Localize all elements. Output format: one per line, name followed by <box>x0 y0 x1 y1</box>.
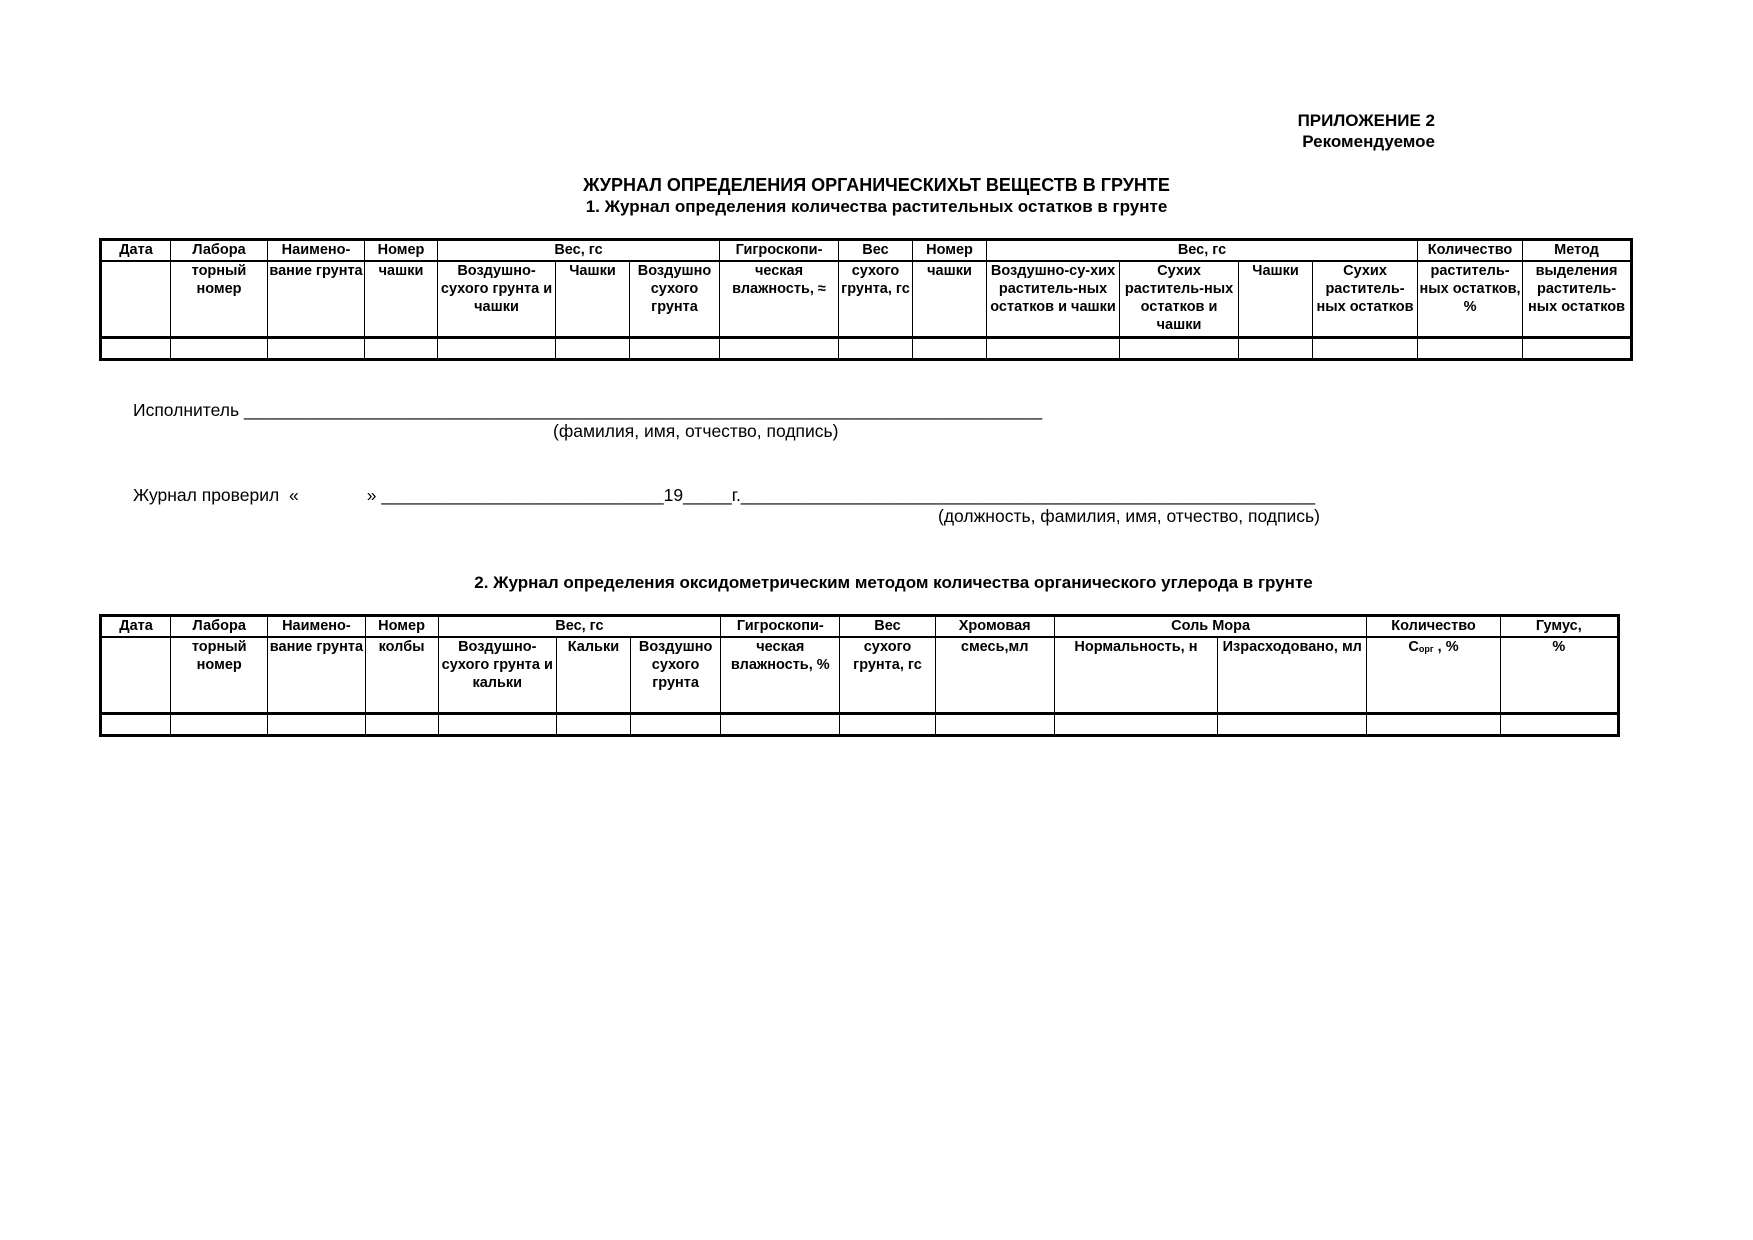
carbon-suffix: , % <box>1433 639 1459 655</box>
t1-cell[interactable] <box>1313 338 1418 360</box>
year-suffix: г. <box>731 485 741 505</box>
appendix-status: Рекомендуемое <box>1302 132 1435 151</box>
t1-h1-lab: Лабора <box>171 240 268 262</box>
t2-h1-number: Номер <box>365 616 438 638</box>
table1-title: 1. Журнал определения количества растительных остатков в грунте <box>585 197 1168 216</box>
t1-h1-name: Наимено- <box>268 240 365 262</box>
t1-cell[interactable] <box>1120 338 1239 360</box>
t2-h2-c2: вание грунта <box>268 637 365 714</box>
t1-h2-c9: чашки <box>913 261 987 338</box>
t2-h2-c6: Воздушно сухого грунта <box>631 637 721 714</box>
t1-cell[interactable] <box>556 338 630 360</box>
t1-h1-cup-number: Номер <box>913 240 987 262</box>
executor-caption: (фамилия, имя, отчество, подпись) <box>553 421 839 441</box>
t2-h1-humus: Гумус, <box>1500 616 1618 638</box>
t2-h1-weight-dry: Вес <box>840 616 935 638</box>
t2-h2-c1: торный номер <box>171 637 268 714</box>
t2-h2-c3: колбы <box>365 637 438 714</box>
t2-cell[interactable] <box>1218 714 1367 736</box>
t1-h2-c14: раститель-ных остатков, % <box>1418 261 1523 338</box>
carbon-symbol: C <box>1408 639 1419 655</box>
open-quote: « <box>288 485 299 505</box>
checked-line <box>133 485 1315 506</box>
year-prefix: 19 <box>663 485 684 505</box>
t1-h2-c13: Сухих раститель-ных остатков <box>1313 261 1418 338</box>
t1-cell[interactable] <box>365 338 438 360</box>
t1-cell[interactable] <box>1239 338 1313 360</box>
t2-h2-c0 <box>101 637 171 714</box>
t1-cell[interactable] <box>987 338 1120 360</box>
t1-cell[interactable] <box>268 338 365 360</box>
t2-h2-c9: смесь,мл <box>935 637 1054 714</box>
t2-h2-c10: Нормальность, н <box>1054 637 1217 714</box>
t1-h2-c10: Воздушно-су-хих раститель-ных остатков и чашки <box>987 261 1120 338</box>
t2-cell[interactable] <box>438 714 556 736</box>
t1-h1-hygro: Гигроскопи- <box>720 240 839 262</box>
table1-data-row <box>101 338 1632 360</box>
t1-cell[interactable] <box>720 338 839 360</box>
t1-h1-date: Дата <box>101 240 171 262</box>
t1-cell[interactable] <box>1523 338 1632 360</box>
t2-h2-c13: % <box>1500 637 1618 714</box>
t2-h1-weight: Вес, гс <box>438 616 721 638</box>
t2-h2-c11: Израсходовано, мл <box>1218 637 1367 714</box>
table2-data-row <box>101 714 1619 736</box>
table2-title: 2. Журнал определения оксидометрическим методом количества органического углерода в грунте <box>474 573 1313 592</box>
checked-label: Журнал проверил <box>133 485 280 505</box>
t2-h2-c5: Кальки <box>556 637 630 714</box>
t2-cell[interactable] <box>556 714 630 736</box>
t2-h1-chrome: Хромовая <box>935 616 1054 638</box>
appendix-label: ПРИЛОЖЕНИЕ 2 <box>1297 111 1435 130</box>
t2-cell[interactable] <box>721 714 840 736</box>
t2-h1-date: Дата <box>101 616 171 638</box>
t2-h2-c7: ческая влажность, % <box>721 637 840 714</box>
t1-h2-c12: Чашки <box>1239 261 1313 338</box>
t2-cell[interactable] <box>1054 714 1217 736</box>
t2-cell[interactable] <box>268 714 365 736</box>
t2-h2-c8: сухого грунта, гс <box>840 637 935 714</box>
year-field[interactable]: _____ <box>683 485 732 505</box>
checker-signature-line[interactable]: ___________________________________________________________ <box>740 485 1316 505</box>
day-field[interactable] <box>299 485 367 505</box>
checked-caption: (должность, фамилия, имя, отчество, подпись) <box>938 506 1320 526</box>
executor-label: Исполнитель <box>133 400 240 420</box>
t2-h1-lab: Лабора <box>171 616 268 638</box>
t1-h2-c1: торный номер <box>171 261 268 338</box>
table1-header-row-1 <box>101 240 1632 262</box>
t1-h1-method: Метод <box>1523 240 1632 262</box>
t2-h1-mohr-salt: Соль Мора <box>1054 616 1367 638</box>
t2-cell[interactable] <box>631 714 721 736</box>
t1-h2-c5: Чашки <box>556 261 630 338</box>
t1-h1-weight-2: Вес, гс <box>987 240 1418 262</box>
t1-h2-c6: Воздушно сухого грунта <box>630 261 720 338</box>
month-field[interactable]: _____________________________ <box>381 485 664 505</box>
t1-cell[interactable] <box>171 338 268 360</box>
t1-h2-c8: сухого грунта, гс <box>839 261 913 338</box>
table2-header-row-2 <box>101 637 1619 714</box>
table2 <box>99 614 1620 737</box>
t2-cell[interactable] <box>935 714 1054 736</box>
t2-cell[interactable] <box>1367 714 1500 736</box>
t2-h2-c4: Воздушно-сухого грунта и кальки <box>438 637 556 714</box>
t2-cell[interactable] <box>365 714 438 736</box>
t1-cell[interactable] <box>913 338 987 360</box>
t2-cell[interactable] <box>101 714 171 736</box>
t1-h2-c2: вание грунта <box>268 261 365 338</box>
t1-h2-c7: ческая влажность, ≈ <box>720 261 839 338</box>
executor-line <box>133 400 1042 421</box>
t1-h2-c3: чашки <box>365 261 438 338</box>
t1-h2-c4: Воздушно-сухого грунта и чашки <box>438 261 556 338</box>
t2-cell[interactable] <box>171 714 268 736</box>
table1 <box>99 238 1633 361</box>
carbon-subscript: орг <box>1418 644 1434 654</box>
appendix-block <box>1298 110 1435 152</box>
t1-h2-c11: Сухих раститель-ных остатков и чашки <box>1120 261 1239 338</box>
t1-h1-weight-dry: Вес <box>839 240 913 262</box>
t1-cell[interactable] <box>1418 338 1523 360</box>
executor-signature-line[interactable]: __________________________________________________________________________________ <box>243 400 1043 420</box>
document-title: ЖУРНАЛ ОПРЕДЕЛЕНИЯ ОРГАНИЧЕСКИХЬТ ВЕЩЕСТВ В ГРУНТЕ <box>583 175 1170 195</box>
t1-h2-c15: выделения раститель-ных остатков <box>1523 261 1632 338</box>
t2-h1-name: Наимено- <box>268 616 365 638</box>
t2-cell[interactable] <box>840 714 935 736</box>
t2-h1-hygro: Гигроскопи- <box>721 616 840 638</box>
t1-h1-weight: Вес, гс <box>438 240 720 262</box>
t1-h1-number: Номер <box>365 240 438 262</box>
t1-cell[interactable] <box>101 338 171 360</box>
table2-header-row-1 <box>101 616 1619 638</box>
t2-cell[interactable] <box>1500 714 1618 736</box>
t2-h1-quantity: Количество <box>1367 616 1500 638</box>
t1-h2-c0 <box>101 261 171 338</box>
t1-cell[interactable] <box>438 338 556 360</box>
t2-h2-carbon <box>1367 637 1500 714</box>
t1-cell[interactable] <box>630 338 720 360</box>
t1-cell[interactable] <box>839 338 913 360</box>
t1-h1-quantity: Количество <box>1418 240 1523 262</box>
table1-header-row-2 <box>101 261 1632 338</box>
close-quote: » <box>366 485 377 505</box>
